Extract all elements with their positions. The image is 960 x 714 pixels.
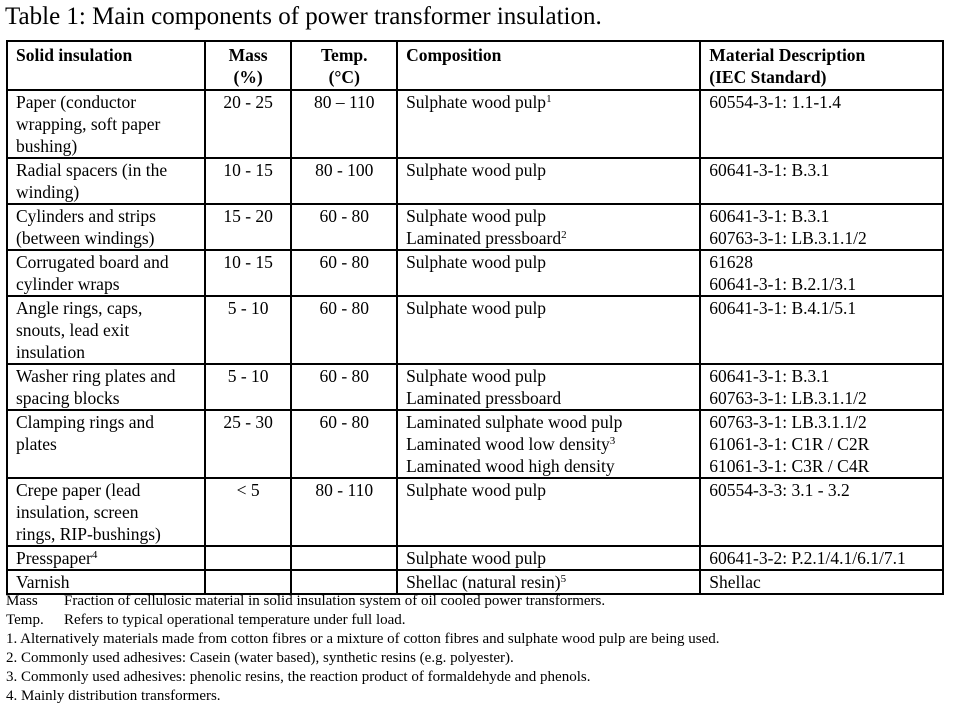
header-temp: Temp. (°C)	[291, 41, 397, 90]
cell-mass: < 5	[205, 478, 292, 546]
cell-material-description: 60641-3-1: B.3.1 60763-3-1: LB.3.1.1/2	[700, 204, 943, 250]
cell-material-description: 60554-3-3: 3.1 - 3.2	[700, 478, 943, 546]
cell-solid-insulation: Radial spacers (in the winding)	[7, 158, 205, 204]
table-row	[7, 158, 943, 204]
cell-mass: 5 - 10	[205, 296, 292, 364]
cell-composition: Sulphate wood pulp	[397, 158, 700, 204]
cell-temp	[291, 546, 397, 570]
cell-temp: 60 - 80	[291, 410, 397, 478]
cell-material-description: 60554-3-1: 1.1-1.4	[700, 90, 943, 158]
cell-material-description: 61628 60641-3-1: B.2.1/3.1	[700, 250, 943, 296]
cell-composition: Sulphate wood pulp	[397, 478, 700, 546]
cell-composition: Sulphate wood pulp Laminated pressboard	[397, 364, 700, 410]
header-material-description: Material Description (IEC Standard)	[700, 41, 943, 90]
cell-temp: 60 - 80	[291, 364, 397, 410]
cell-composition: Sulphate wood pulp Laminated pressboard$^2$	[397, 204, 700, 250]
note-temp: Temp. Refers to typical operational temperature under full load.	[6, 612, 406, 628]
table-row	[7, 204, 943, 250]
cell-solid-insulation: Washer ring plates and spacing blocks	[7, 364, 205, 410]
cell-temp: 80 – 110	[291, 90, 397, 158]
cell-composition: Sulphate wood pulp	[397, 546, 700, 570]
cell-composition: Sulphate wood pulp	[397, 250, 700, 296]
cell-material-description: 60641-3-1: B.3.1	[700, 158, 943, 204]
table-caption: Table 1: Main components of power transformer insulation.	[5, 3, 602, 30]
note-mass: Mass Fraction of cellulosic material in solid insulation system of oil cooled power transformers.	[6, 593, 606, 609]
cell-solid-insulation: Presspaper$^4$	[7, 546, 205, 570]
footnote-marker: 2	[561, 229, 567, 241]
cell-mass: 10 - 15	[205, 250, 292, 296]
footnote-2: 2. Commonly used adhesives: Casein (water based), synthetic resins (e.g. polyester).	[6, 650, 514, 666]
cell-mass: 5 - 10	[205, 364, 292, 410]
header-mass: Mass (%)	[205, 41, 292, 90]
cell-temp: 60 - 80	[291, 296, 397, 364]
cell-composition: Shellac (natural resin)$^5$	[397, 570, 700, 594]
cell-temp	[291, 570, 397, 594]
table-row	[7, 90, 943, 158]
cell-temp: 60 - 80	[291, 204, 397, 250]
header-row	[7, 41, 943, 90]
footnote-marker: 3	[609, 435, 616, 447]
cell-solid-insulation: Crepe paper (lead insulation, screen rings, RIP-bushings)	[7, 478, 205, 546]
cell-mass	[205, 546, 292, 570]
cell-solid-insulation: Angle rings, caps, snouts, lead exit insulation	[7, 296, 205, 364]
table-row	[7, 296, 943, 364]
cell-mass: 25 - 30	[205, 410, 292, 478]
header-solid-insulation: Solid insulation	[7, 41, 205, 90]
cell-solid-insulation: Corrugated board and cylinder wraps	[7, 250, 205, 296]
cell-solid-insulation: Varnish	[7, 570, 205, 594]
cell-mass	[205, 570, 292, 594]
cell-mass: 15 - 20	[205, 204, 292, 250]
cell-mass: 10 - 15	[205, 158, 292, 204]
footnote-1: 1. Alternatively materials made from cotton fibres or a mixture of cotton fibres and sulphate wood pulp are being used.	[6, 631, 720, 647]
cell-solid-insulation: Cylinders and strips (between windings)	[7, 204, 205, 250]
table-row	[7, 410, 943, 478]
table-body	[7, 90, 943, 594]
table-row	[7, 546, 943, 570]
cell-solid-insulation: Clamping rings and plates	[7, 410, 205, 478]
footnote-marker: 1	[546, 93, 552, 105]
cell-temp: 80 - 100	[291, 158, 397, 204]
cell-material-description: Shellac	[700, 570, 943, 594]
footnote-3: 3. Commonly used adhesives: phenolic resins, the reaction product of formaldehyde and phenols.	[6, 669, 591, 685]
cell-mass: 20 - 25	[205, 90, 292, 158]
footnotes	[6, 592, 956, 706]
insulation-table	[6, 40, 944, 595]
cell-material-description: 60641-3-1: B.3.1 60763-3-1: LB.3.1.1/2	[700, 364, 943, 410]
cell-composition: Sulphate wood pulp	[397, 296, 700, 364]
cell-composition: Sulphate wood pulp$^1$	[397, 90, 700, 158]
table-row	[7, 570, 943, 594]
cell-material-description: 60641-3-2: P.2.1/4.1/6.1/7.1	[700, 546, 943, 570]
cell-temp: 60 - 80	[291, 250, 397, 296]
table-row	[7, 478, 943, 546]
table-row	[7, 250, 943, 296]
footnote-marker: 4	[91, 549, 98, 561]
table-row	[7, 364, 943, 410]
cell-solid-insulation: Paper (conductor wrapping, soft paper bushing)	[7, 90, 205, 158]
cell-composition: Laminated sulphate wood pulp Laminated wood low density$^3$ Laminated wood high density	[397, 410, 700, 478]
cell-material-description: 60641-3-1: B.4.1/5.1	[700, 296, 943, 364]
footnote-4: 4. Mainly distribution transformers.	[6, 688, 221, 704]
footnote-marker: 5	[560, 573, 567, 585]
cell-material-description: 60763-3-1: LB.3.1.1/2 61061-3-1: C1R / C2R 61061-3-1: C3R / C4R	[700, 410, 943, 478]
cell-temp: 80 - 110	[291, 478, 397, 546]
header-composition: Composition	[397, 41, 700, 90]
